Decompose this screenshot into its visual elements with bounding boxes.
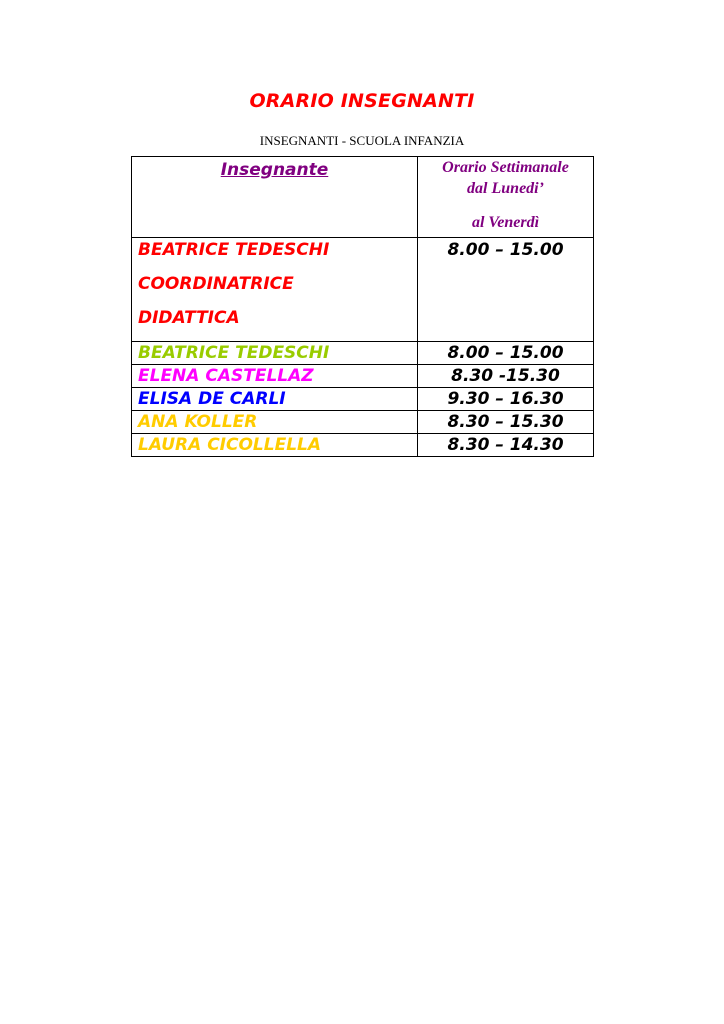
coordinator-role-line2: DIDATTICA bbox=[138, 308, 240, 328]
header-schedule-line2: dal Lunedi’ bbox=[467, 180, 544, 197]
teacher-name-cell: LAURA CICOLLELLA bbox=[132, 434, 418, 457]
coordinator-name-cell bbox=[132, 238, 418, 342]
teacher-time-cell: 8.00 – 15.00 bbox=[418, 342, 594, 365]
table-row bbox=[132, 388, 594, 411]
header-teacher-label: Insegnante bbox=[220, 160, 329, 180]
teacher-name-cell: BEATRICE TEDESCHI bbox=[132, 342, 418, 365]
table-row bbox=[132, 434, 594, 457]
header-schedule-line3: al Venerdì bbox=[471, 214, 540, 231]
teacher-name-cell: ELENA CASTELLAZ bbox=[132, 365, 418, 388]
coordinator-name: BEATRICE TEDESCHI bbox=[138, 240, 330, 260]
table-row bbox=[132, 411, 594, 434]
teacher-name-cell: ELISA DE CARLI bbox=[132, 388, 418, 411]
header-schedule-line1: Orario Settimanale bbox=[442, 159, 569, 176]
table-row bbox=[132, 365, 594, 388]
coordinator-time-cell: 8.00 – 15.00 bbox=[418, 238, 594, 342]
page-subtitle: INSEGNANTI - SCUOLA INFANZIA bbox=[259, 133, 465, 148]
page-title: ORARIO INSEGNANTI bbox=[249, 90, 475, 112]
teacher-time-cell: 8.30 -15.30 bbox=[418, 365, 594, 388]
teacher-time-cell: 8.30 – 15.30 bbox=[418, 411, 594, 434]
coordinator-row bbox=[132, 238, 594, 342]
table-header-row bbox=[132, 157, 594, 238]
coordinator-role-line1: COORDINATRICE bbox=[138, 274, 294, 294]
teacher-schedule-table bbox=[131, 156, 594, 457]
teacher-time-cell: 8.30 – 14.30 bbox=[418, 434, 594, 457]
teacher-time-cell: 9.30 – 16.30 bbox=[418, 388, 594, 411]
table-row bbox=[132, 342, 594, 365]
header-schedule-cell bbox=[418, 157, 594, 238]
teacher-name-cell: ANA KOLLER bbox=[132, 411, 418, 434]
header-teacher-cell bbox=[132, 157, 418, 238]
